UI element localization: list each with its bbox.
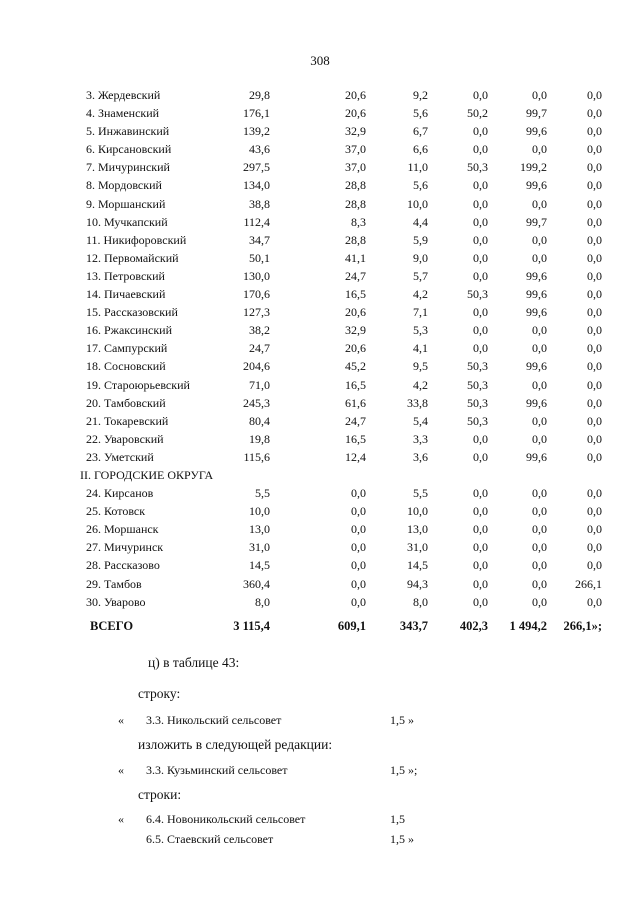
value-cell: 13,0 <box>407 522 428 537</box>
value-cell: 0,0 <box>351 522 366 537</box>
value-cell: 0,0 <box>587 323 602 338</box>
value-cell: 245,3 <box>243 395 270 410</box>
table-row <box>86 357 616 375</box>
value-cell: 10,0 <box>407 196 428 211</box>
value-cell: 28,8 <box>345 178 366 193</box>
table-row <box>86 231 616 249</box>
table-row <box>86 86 616 104</box>
value-cell: 0,0 <box>587 106 602 121</box>
value-cell: 0,0 <box>587 178 602 193</box>
value-cell: 0,0 <box>532 540 547 555</box>
value-cell: 0,0 <box>351 558 366 573</box>
value-cell: 0,0 <box>473 124 488 139</box>
value-cell: 130,0 <box>243 268 270 283</box>
value-cell: 0,0 <box>473 449 488 464</box>
value-cell: 0,0 <box>473 504 488 519</box>
value-cell: 38,8 <box>249 196 270 211</box>
value-cell: 14,5 <box>249 558 270 573</box>
value-cell: 0,0 <box>587 558 602 573</box>
table-row <box>86 448 616 466</box>
total-value-cell: 3 115,4 <box>233 618 270 633</box>
district-name: 24. Кирсанов <box>86 486 154 501</box>
value-cell: 37,0 <box>345 160 366 175</box>
district-name: 15. Рассказовский <box>86 305 178 320</box>
value-cell: 0,0 <box>473 341 488 356</box>
value-cell: 0,0 <box>351 594 366 609</box>
district-name: 9. Моршанский <box>86 196 166 211</box>
value-cell: 0,0 <box>473 558 488 573</box>
value-cell: 50,3 <box>467 359 488 374</box>
value-cell: 0,0 <box>532 142 547 157</box>
value-cell: 0,0 <box>473 178 488 193</box>
value-cell: 50,2 <box>467 106 488 121</box>
value-cell: 41,1 <box>345 250 366 265</box>
value-cell: 50,3 <box>467 160 488 175</box>
district-name: 26. Моршанск <box>86 522 159 537</box>
value-cell: 8,0 <box>255 594 270 609</box>
value-cell: 0,0 <box>351 486 366 501</box>
rows-item-value: 1,5 » <box>390 832 414 846</box>
table-row <box>86 285 616 303</box>
value-cell: 0,0 <box>473 540 488 555</box>
table-row <box>86 267 616 285</box>
value-cell: 3,3 <box>413 431 428 446</box>
value-cell: 0,0 <box>587 250 602 265</box>
new-item-name: 3.3. Кузьминский сельсовет <box>146 763 288 777</box>
value-cell: 0,0 <box>587 504 602 519</box>
rows-item-name: 6.4. Новоникольский сельсовет <box>146 812 306 826</box>
value-cell: 0,0 <box>532 88 547 102</box>
value-cell: 4,4 <box>413 214 428 229</box>
total-value-cell: 266,1»; <box>563 618 602 633</box>
value-cell: 0,0 <box>532 196 547 211</box>
total-value-cell: 402,3 <box>459 618 488 633</box>
table-row <box>86 502 616 520</box>
total-value-cell: 343,7 <box>399 618 428 633</box>
table-row <box>86 556 616 574</box>
value-cell: 13,0 <box>249 522 270 537</box>
value-cell: 0,0 <box>532 504 547 519</box>
value-cell: 0,0 <box>587 395 602 410</box>
value-cell: 0,0 <box>532 413 547 428</box>
district-name: 28. Рассказово <box>86 558 160 573</box>
value-cell: 0,0 <box>587 305 602 320</box>
value-cell: 20,6 <box>345 341 366 356</box>
value-cell: 50,3 <box>467 413 488 428</box>
district-name: 8. Мордовский <box>86 178 162 193</box>
table-row <box>86 303 616 321</box>
value-cell: 0,0 <box>473 486 488 501</box>
value-cell: 45,2 <box>345 359 366 374</box>
value-cell: 0,0 <box>532 558 547 573</box>
value-cell: 4,2 <box>413 377 428 392</box>
district-name: 17. Сампурский <box>86 341 168 356</box>
value-cell: 170,6 <box>243 287 270 302</box>
value-cell: 5,6 <box>413 106 428 121</box>
value-cell: 99,6 <box>526 287 547 302</box>
value-cell: 10,0 <box>249 504 270 519</box>
amendment-heading: ц) в таблице 43: <box>148 655 240 670</box>
section-title: II. ГОРОДСКИЕ ОКРУГА <box>80 467 214 482</box>
table-row <box>86 104 616 122</box>
value-cell: 0,0 <box>473 594 488 609</box>
value-cell: 0,0 <box>351 576 366 591</box>
value-cell: 5,6 <box>413 178 428 193</box>
value-cell: 29,8 <box>249 88 270 102</box>
total-value-cell: 1 494,2 <box>509 618 547 633</box>
table-row <box>86 376 616 394</box>
table-row <box>86 176 616 194</box>
value-cell: 0,0 <box>473 214 488 229</box>
value-cell: 0,0 <box>473 142 488 157</box>
value-cell: 37,0 <box>345 142 366 157</box>
value-cell: 8,3 <box>351 214 366 229</box>
rows-item-name: 6.5. Стаевский сельсовет <box>146 832 274 846</box>
value-cell: 50,3 <box>467 377 488 392</box>
value-cell: 266,1 <box>575 576 602 591</box>
table-row <box>86 249 616 267</box>
rows-label: строки: <box>138 787 182 802</box>
value-cell: 14,5 <box>407 558 428 573</box>
open-quote: « <box>118 812 124 826</box>
table-row <box>86 575 616 593</box>
district-name: 10. Мучкапский <box>86 214 168 229</box>
value-cell: 3,6 <box>413 449 428 464</box>
replace-text: изложить в следующей редакции: <box>138 737 333 752</box>
value-cell: 9,2 <box>413 88 428 102</box>
value-cell: 71,0 <box>249 377 270 392</box>
value-cell: 19,8 <box>249 431 270 446</box>
district-name: 13. Петровский <box>86 268 165 283</box>
rows-item-value: 1,5 <box>390 812 405 826</box>
value-cell: 0,0 <box>473 268 488 283</box>
value-cell: 115,6 <box>243 449 270 464</box>
total-value-cell: 609,1 <box>337 618 366 633</box>
value-cell: 6,6 <box>413 142 428 157</box>
value-cell: 0,0 <box>587 413 602 428</box>
data-table <box>80 86 616 639</box>
value-cell: 32,9 <box>345 124 366 139</box>
value-cell: 5,7 <box>413 268 428 283</box>
table-row <box>86 394 616 412</box>
value-cell: 7,1 <box>413 305 428 320</box>
value-cell: 5,9 <box>413 232 428 247</box>
district-name: 19. Староюрьевский <box>86 377 190 392</box>
value-cell: 20,6 <box>345 88 366 102</box>
district-name: 3. Жердевский <box>86 88 161 102</box>
value-cell: 4,2 <box>413 287 428 302</box>
row-label: строку: <box>138 686 181 701</box>
value-cell: 0,0 <box>532 486 547 501</box>
value-cell: 0,0 <box>473 305 488 320</box>
value-cell: 34,7 <box>249 232 270 247</box>
district-name: 6. Кирсановский <box>86 142 172 157</box>
value-cell: 199,2 <box>520 160 547 175</box>
value-cell: 0,0 <box>587 522 602 537</box>
table-row <box>86 158 616 176</box>
value-cell: 0,0 <box>532 594 547 609</box>
value-cell: 0,0 <box>473 431 488 446</box>
value-cell: 0,0 <box>473 88 488 102</box>
value-cell: 0,0 <box>587 486 602 501</box>
value-cell: 99,6 <box>526 124 547 139</box>
table-row <box>86 538 616 556</box>
district-name: 18. Сосновский <box>86 359 166 374</box>
value-cell: 0,0 <box>532 576 547 591</box>
value-cell: 0,0 <box>473 576 488 591</box>
value-cell: 10,0 <box>407 504 428 519</box>
table-row <box>86 412 616 430</box>
value-cell: 0,0 <box>587 540 602 555</box>
section-row <box>80 466 616 484</box>
value-cell: 0,0 <box>473 250 488 265</box>
value-cell: 99,7 <box>526 214 547 229</box>
value-cell: 0,0 <box>587 142 602 157</box>
value-cell: 28,8 <box>345 196 366 211</box>
value-cell: 16,5 <box>345 431 366 446</box>
value-cell: 204,6 <box>243 359 270 374</box>
value-cell: 360,4 <box>243 576 270 591</box>
page-number: 308 <box>310 53 330 68</box>
value-cell: 20,6 <box>345 106 366 121</box>
table-row <box>86 339 616 357</box>
table-row <box>86 195 616 213</box>
value-cell: 6,7 <box>413 124 428 139</box>
value-cell: 99,6 <box>526 449 547 464</box>
value-cell: 31,0 <box>407 540 428 555</box>
value-cell: 5,5 <box>255 486 270 501</box>
district-name: 21. Токаревский <box>86 413 169 428</box>
district-name: 27. Мичуринск <box>86 540 164 555</box>
table-row <box>86 593 616 611</box>
value-cell: 297,5 <box>243 160 270 175</box>
value-cell: 0,0 <box>532 377 547 392</box>
table-row <box>86 321 616 339</box>
value-cell: 99,6 <box>526 268 547 283</box>
value-cell: 0,0 <box>532 250 547 265</box>
value-cell: 0,0 <box>473 323 488 338</box>
table-row <box>86 484 616 502</box>
value-cell: 0,0 <box>532 431 547 446</box>
table-row <box>86 430 616 448</box>
value-cell: 99,6 <box>526 359 547 374</box>
value-cell: 9,5 <box>413 359 428 374</box>
old-item-value: 1,5 » <box>390 713 414 727</box>
value-cell: 99,6 <box>526 395 547 410</box>
value-cell: 0,0 <box>587 88 602 102</box>
value-cell: 134,0 <box>243 178 270 193</box>
district-name: 20. Тамбовский <box>86 395 166 410</box>
value-cell: 5,3 <box>413 323 428 338</box>
value-cell: 50,3 <box>467 395 488 410</box>
value-cell: 50,1 <box>249 250 270 265</box>
value-cell: 99,6 <box>526 178 547 193</box>
value-cell: 127,3 <box>243 305 270 320</box>
value-cell: 0,0 <box>587 377 602 392</box>
value-cell: 0,0 <box>587 359 602 374</box>
table-row <box>86 520 616 538</box>
value-cell: 12,4 <box>345 449 366 464</box>
value-cell: 0,0 <box>532 522 547 537</box>
value-cell: 43,6 <box>249 142 270 157</box>
open-quote: « <box>118 763 124 777</box>
value-cell: 0,0 <box>587 594 602 609</box>
district-name: 30. Уварово <box>86 594 146 609</box>
value-cell: 0,0 <box>532 323 547 338</box>
district-name: 22. Уваровский <box>86 431 164 446</box>
district-name: 16. Ржаксинский <box>86 323 172 338</box>
value-cell: 0,0 <box>587 124 602 139</box>
open-quote: « <box>118 713 124 727</box>
table-row <box>86 122 616 140</box>
value-cell: 33,8 <box>407 395 428 410</box>
value-cell: 0,0 <box>587 232 602 247</box>
value-cell: 94,3 <box>407 576 428 591</box>
total-row <box>86 617 616 639</box>
district-name: 7. Мичуринский <box>86 160 170 175</box>
value-cell: 61,6 <box>345 395 366 410</box>
value-cell: 38,2 <box>249 323 270 338</box>
old-item-name: 3.3. Никольский сельсовет <box>146 713 282 727</box>
table-row <box>86 213 616 231</box>
value-cell: 176,1 <box>243 106 270 121</box>
district-name: 4. Знаменский <box>86 106 160 121</box>
value-cell: 99,6 <box>526 305 547 320</box>
value-cell: 0,0 <box>473 196 488 211</box>
value-cell: 16,5 <box>345 287 366 302</box>
district-name: 23. Уметский <box>86 449 154 464</box>
value-cell: 0,0 <box>351 504 366 519</box>
new-item-value: 1,5 »; <box>390 763 418 777</box>
value-cell: 99,7 <box>526 106 547 121</box>
district-name: 12. Первомайский <box>86 250 179 265</box>
value-cell: 139,2 <box>243 124 270 139</box>
value-cell: 50,3 <box>467 287 488 302</box>
district-name: 29. Тамбов <box>86 576 142 591</box>
table-row <box>86 140 616 158</box>
value-cell: 16,5 <box>345 377 366 392</box>
value-cell: 80,4 <box>249 413 270 428</box>
value-cell: 32,9 <box>345 323 366 338</box>
value-cell: 0,0 <box>587 431 602 446</box>
district-name: 11. Никифоровский <box>86 232 187 247</box>
value-cell: 5,5 <box>413 486 428 501</box>
value-cell: 9,0 <box>413 250 428 265</box>
value-cell: 112,4 <box>243 214 270 229</box>
district-name: 14. Пичаевский <box>86 287 166 302</box>
value-cell: 11,0 <box>407 160 428 175</box>
value-cell: 0,0 <box>587 214 602 229</box>
value-cell: 4,1 <box>413 341 428 356</box>
value-cell: 0,0 <box>587 268 602 283</box>
value-cell: 0,0 <box>351 540 366 555</box>
value-cell: 0,0 <box>532 232 547 247</box>
value-cell: 28,8 <box>345 232 366 247</box>
value-cell: 24,7 <box>249 341 270 356</box>
district-name: 5. Инжавинский <box>86 124 170 139</box>
value-cell: 0,0 <box>587 196 602 211</box>
value-cell: 0,0 <box>587 160 602 175</box>
value-cell: 24,7 <box>345 268 366 283</box>
value-cell: 0,0 <box>587 287 602 302</box>
value-cell: 0,0 <box>587 341 602 356</box>
district-name: 25. Котовск <box>86 504 146 519</box>
value-cell: 20,6 <box>345 305 366 320</box>
value-cell: 8,0 <box>413 594 428 609</box>
value-cell: 31,0 <box>249 540 270 555</box>
value-cell: 0,0 <box>473 232 488 247</box>
total-label: ВСЕГО <box>90 618 134 633</box>
value-cell: 24,7 <box>345 413 366 428</box>
value-cell: 0,0 <box>532 341 547 356</box>
value-cell: 5,4 <box>413 413 428 428</box>
value-cell: 0,0 <box>473 522 488 537</box>
value-cell: 0,0 <box>587 449 602 464</box>
